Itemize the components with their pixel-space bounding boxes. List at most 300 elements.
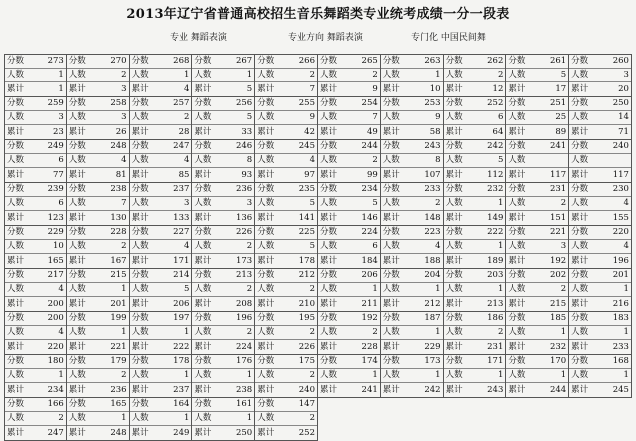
count-value: 3: [623, 69, 629, 80]
count-label: 人数: [68, 327, 86, 338]
count-value: 2: [58, 413, 64, 424]
count-value: 1: [623, 284, 629, 295]
count-value: 5: [497, 155, 504, 166]
cumulative-value: 10: [429, 83, 441, 94]
count-label: 人数: [445, 69, 463, 80]
score-row: [506, 97, 568, 111]
score-cell: [192, 269, 255, 312]
cumulative-row: [67, 82, 129, 96]
count-row: [67, 111, 129, 125]
count-row: [318, 283, 380, 297]
score-value: 262: [487, 56, 504, 67]
score-row: [569, 269, 631, 283]
score-value: 161: [235, 399, 253, 410]
cumulative-label: 累计: [319, 212, 337, 223]
count-value: 7: [372, 112, 378, 123]
score-label: 分数: [131, 313, 149, 324]
score-row: [506, 355, 568, 369]
score-cell: [192, 398, 255, 441]
cumulative-value: 212: [424, 298, 441, 309]
cumulative-row: [192, 340, 254, 354]
cumulative-label: 累计: [257, 384, 275, 395]
score-label: 分数: [319, 56, 337, 67]
score-label: 分数: [194, 141, 212, 152]
cumulative-row: [506, 297, 568, 311]
score-value: 237: [173, 184, 190, 195]
count-label: 人数: [131, 155, 149, 166]
cumulative-value: 107: [424, 169, 441, 180]
cumulative-value: 58: [429, 126, 441, 137]
score-row: [5, 226, 66, 240]
cumulative-value: 117: [549, 169, 567, 180]
score-cell: [4, 226, 67, 269]
count-value: 2: [372, 327, 378, 338]
cumulative-label: 累计: [508, 255, 526, 266]
score-value: 267: [235, 56, 253, 67]
count-row: [192, 111, 254, 125]
score-row: [255, 55, 317, 69]
score-row: [255, 97, 317, 111]
count-value: 9: [435, 112, 441, 123]
cumulative-row: [318, 168, 380, 182]
score-label: 分数: [257, 227, 275, 238]
count-label: 人数: [382, 155, 400, 166]
cumulative-label: 累计: [445, 169, 463, 180]
score-value: 268: [173, 56, 190, 67]
count-value: 2: [372, 69, 378, 80]
count-value: 4: [623, 241, 629, 252]
score-value: 199: [110, 313, 127, 324]
count-label: 人数: [382, 198, 400, 209]
score-value: 176: [235, 356, 253, 367]
count-row: [5, 326, 66, 340]
score-label: 分数: [445, 98, 463, 109]
score-cell: [130, 97, 193, 140]
score-cell: [444, 140, 507, 183]
score-value: 186: [487, 313, 504, 324]
score-row: [444, 183, 506, 197]
cumulative-label: 累计: [131, 427, 149, 438]
score-value: 202: [549, 270, 567, 281]
cumulative-label: 累计: [508, 341, 526, 352]
count-value: 3: [183, 198, 190, 209]
cumulative-row: [255, 82, 317, 96]
count-label: 人数: [508, 327, 526, 338]
cumulative-value: 1: [58, 83, 64, 94]
score-row: [255, 269, 317, 283]
score-row: [569, 355, 631, 369]
cumulative-label: 累计: [194, 169, 212, 180]
score-value: 214: [173, 270, 190, 281]
score-cell: [569, 355, 632, 398]
count-value: 1: [497, 198, 504, 209]
count-value: 5: [560, 69, 567, 80]
score-value: 197: [173, 313, 190, 324]
cumulative-row: [130, 254, 192, 268]
count-row: [569, 197, 631, 211]
count-row: [5, 412, 66, 426]
count-value: 1: [623, 327, 629, 338]
cumulative-label: 累计: [194, 427, 212, 438]
score-label: 分数: [319, 98, 337, 109]
cumulative-value: 200: [47, 298, 64, 309]
cumulative-value: 243: [487, 384, 504, 395]
score-row: [255, 355, 317, 369]
score-cell: [192, 140, 255, 183]
cumulative-value: 206: [173, 298, 190, 309]
count-row: [5, 369, 66, 383]
count-row: [381, 197, 443, 211]
score-row: [67, 312, 129, 326]
score-value: 261: [549, 56, 567, 67]
cumulative-label: 累计: [7, 83, 25, 94]
score-cell: [506, 54, 569, 97]
count-row: [318, 326, 380, 340]
cumulative-row: [381, 82, 443, 96]
score-cell: [506, 183, 569, 226]
count-value: 1: [435, 370, 441, 381]
count-row: [192, 69, 254, 83]
score-cell: [381, 269, 444, 312]
cumulative-label: 累计: [319, 255, 337, 266]
score-row: [5, 398, 66, 412]
score-cell: [255, 269, 318, 312]
cumulative-label: 累计: [131, 298, 149, 309]
score-row: [381, 97, 443, 111]
score-row: [381, 226, 443, 240]
score-row: [506, 312, 568, 326]
score-label: 分数: [131, 356, 149, 367]
cumulative-value: 149: [487, 212, 504, 223]
cumulative-value: 208: [235, 298, 253, 309]
cumulative-row: [381, 125, 443, 139]
cumulative-label: 累计: [571, 298, 589, 309]
score-row: [192, 398, 254, 412]
score-label: 分数: [194, 270, 212, 281]
score-value: 252: [487, 98, 504, 109]
cumulative-value: 221: [110, 341, 127, 352]
cumulative-label: 累计: [68, 126, 86, 137]
score-cell: [4, 97, 67, 140]
cumulative-row: [67, 211, 129, 225]
count-row: [67, 197, 129, 211]
count-value: 2: [246, 327, 253, 338]
count-row: [67, 369, 129, 383]
count-label: 人数: [7, 413, 25, 424]
count-label: 人数: [508, 241, 526, 252]
count-label: 人数: [131, 284, 149, 295]
score-cell: [569, 97, 632, 140]
score-label: 分数: [445, 227, 463, 238]
score-cell: [444, 355, 507, 398]
cumulative-row: [5, 340, 66, 354]
count-value: 2: [372, 155, 378, 166]
cumulative-label: 累计: [131, 126, 149, 137]
score-table: [4, 54, 632, 441]
score-row: [318, 226, 380, 240]
score-label: 分数: [571, 270, 589, 281]
cumulative-value: 20: [618, 83, 629, 94]
cumulative-row: [192, 168, 254, 182]
score-label: 分数: [445, 270, 463, 281]
cumulative-label: 累计: [131, 169, 149, 180]
cumulative-label: 累计: [382, 212, 400, 223]
score-value: 217: [47, 270, 64, 281]
cumulative-label: 累计: [571, 83, 589, 94]
count-label: 人数: [445, 198, 463, 209]
count-label: 人数: [257, 241, 275, 252]
cumulative-value: 236: [110, 384, 127, 395]
count-label: 人数: [571, 241, 589, 252]
score-cell: [569, 54, 632, 97]
score-label: 分数: [445, 356, 463, 367]
score-cell: [381, 54, 444, 97]
count-label: 人数: [319, 284, 337, 295]
score-value: 245: [298, 141, 315, 152]
count-label: 人数: [194, 198, 212, 209]
cumulative-row: [130, 297, 192, 311]
cumulative-value: 130: [110, 212, 127, 223]
score-label: 分数: [7, 270, 25, 281]
score-label: 分数: [131, 98, 149, 109]
count-label: 人数: [131, 370, 149, 381]
count-value: 4: [623, 198, 629, 209]
score-cell: [130, 226, 193, 269]
count-row: [318, 369, 380, 383]
score-cell: [318, 269, 381, 312]
score-value: 254: [361, 98, 378, 109]
cumulative-row: [444, 82, 506, 96]
cumulative-row: [192, 82, 254, 96]
cumulative-value: 189: [487, 255, 504, 266]
score-cell: [506, 355, 569, 398]
count-row: [5, 154, 66, 168]
score-label: 分数: [571, 227, 589, 238]
score-value: 240: [612, 141, 629, 152]
cumulative-label: 累计: [319, 298, 337, 309]
score-value: 249: [47, 141, 64, 152]
score-row: [130, 269, 192, 283]
score-row: [130, 355, 192, 369]
cumulative-row: [318, 125, 380, 139]
cumulative-value: 222: [173, 341, 190, 352]
count-row: [192, 283, 254, 297]
cumulative-label: 累计: [382, 126, 400, 137]
count-label: 人数: [571, 198, 589, 209]
score-label: 分数: [7, 56, 25, 67]
score-label: 分数: [68, 98, 86, 109]
score-value: 258: [110, 98, 127, 109]
count-label: 人数: [571, 284, 589, 295]
score-label: 分数: [571, 56, 589, 67]
cumulative-row: [192, 125, 254, 139]
cumulative-row: [5, 297, 66, 311]
count-value: 2: [560, 284, 567, 295]
score-value: 175: [298, 356, 315, 367]
count-row: [444, 326, 506, 340]
cumulative-label: 累计: [257, 427, 275, 438]
count-row: [506, 283, 568, 297]
score-label: 分数: [508, 98, 526, 109]
direction-label: 专业方向 舞蹈表演: [288, 33, 363, 43]
score-cell: [569, 226, 632, 269]
score-cell: [318, 54, 381, 97]
cumulative-value: 232: [549, 341, 567, 352]
score-row: [130, 55, 192, 69]
score-cell: [67, 54, 130, 97]
count-value: 1: [435, 284, 441, 295]
score-label: 分数: [382, 313, 400, 324]
count-label: 人数: [382, 241, 400, 252]
count-row: [5, 111, 66, 125]
cumulative-row: [130, 168, 192, 182]
score-cell: [192, 355, 255, 398]
cumulative-row: [506, 340, 568, 354]
score-cell: [318, 140, 381, 183]
score-row: [255, 140, 317, 154]
count-label: 人数: [194, 284, 212, 295]
score-cell: [255, 312, 318, 355]
score-value: 260: [612, 56, 629, 67]
cumulative-row: [130, 82, 192, 96]
count-value: 5: [183, 284, 190, 295]
cumulative-value: 12: [492, 83, 504, 94]
cumulative-row: [506, 211, 568, 225]
score-cell: [130, 312, 193, 355]
count-value: 3: [58, 112, 64, 123]
cumulative-row: [569, 168, 631, 182]
cumulative-row: [255, 340, 317, 354]
score-label: 分数: [508, 56, 526, 67]
score-label: 分数: [131, 56, 149, 67]
cumulative-row: [255, 426, 317, 440]
score-value: 180: [47, 356, 64, 367]
count-label: 人数: [7, 198, 25, 209]
score-value: 243: [424, 141, 441, 152]
count-row: [255, 326, 317, 340]
cumulative-value: 64: [492, 126, 504, 137]
cumulative-label: 累计: [7, 341, 25, 352]
cumulative-row: [192, 211, 254, 225]
score-label: 分数: [7, 184, 25, 195]
cumulative-value: 167: [110, 255, 127, 266]
count-row: [569, 240, 631, 254]
score-row: [67, 183, 129, 197]
count-label: 人数: [194, 327, 212, 338]
count-row: [569, 154, 631, 168]
score-label: 分数: [257, 399, 275, 410]
score-value: 263: [424, 56, 441, 67]
score-row: [381, 140, 443, 154]
count-row: [67, 240, 129, 254]
score-value: 220: [612, 227, 629, 238]
cumulative-value: 220: [47, 341, 64, 352]
score-cell: [192, 183, 255, 226]
count-row: [381, 326, 443, 340]
cumulative-row: [381, 383, 443, 397]
cumulative-row: [444, 383, 506, 397]
cumulative-value: 216: [612, 298, 629, 309]
cumulative-row: [569, 82, 631, 96]
count-label: 人数: [7, 69, 25, 80]
cumulative-value: 49: [366, 126, 378, 137]
count-value: 2: [309, 284, 315, 295]
count-row: [67, 412, 129, 426]
score-row: [381, 269, 443, 283]
score-label: 分数: [131, 399, 149, 410]
count-label: 人数: [508, 370, 526, 381]
score-cell: [569, 140, 632, 183]
score-cell: [444, 183, 507, 226]
cumulative-label: 累计: [445, 126, 463, 137]
cumulative-row: [130, 340, 192, 354]
count-value: 2: [121, 370, 127, 381]
cumulative-label: 累计: [7, 169, 25, 180]
count-label: 人数: [131, 69, 149, 80]
count-label: 人数: [257, 112, 275, 123]
score-row: [130, 140, 192, 154]
cumulative-label: 累计: [571, 384, 589, 395]
score-value: 265: [361, 56, 378, 67]
score-value: 225: [298, 227, 315, 238]
cumulative-label: 累计: [131, 83, 149, 94]
score-label: 分数: [131, 227, 149, 238]
count-label: 人数: [571, 69, 589, 80]
cumulative-value: 233: [612, 341, 629, 352]
score-row: [192, 355, 254, 369]
count-label: 人数: [445, 370, 463, 381]
count-label: 人数: [445, 284, 463, 295]
cumulative-value: 226: [298, 341, 315, 352]
score-row: [381, 183, 443, 197]
score-row: [569, 312, 631, 326]
score-row: [444, 269, 506, 283]
count-row: [130, 154, 192, 168]
score-cell: [67, 312, 130, 355]
score-value: 251: [549, 98, 567, 109]
score-label: 分数: [508, 227, 526, 238]
count-row: [130, 283, 192, 297]
count-value: 2: [309, 413, 315, 424]
cumulative-value: 93: [241, 169, 253, 180]
cumulative-label: 累计: [131, 212, 149, 223]
score-label: 分数: [7, 227, 25, 238]
count-row: [569, 326, 631, 340]
score-value: 185: [549, 313, 567, 324]
count-row: [130, 326, 192, 340]
count-value: 4: [183, 155, 190, 166]
cumulative-value: 213: [487, 298, 504, 309]
cumulative-value: 7: [309, 83, 315, 94]
cumulative-label: 累计: [508, 212, 526, 223]
cumulative-value: 146: [361, 212, 378, 223]
cumulative-value: 211: [361, 298, 378, 309]
cumulative-value: 231: [487, 341, 504, 352]
cumulative-row: [381, 254, 443, 268]
score-label: 分数: [382, 184, 400, 195]
count-row: [255, 111, 317, 125]
score-row: [569, 97, 631, 111]
score-label: 分数: [382, 141, 400, 152]
score-label: 分数: [257, 98, 275, 109]
count-label: 人数: [68, 69, 86, 80]
score-value: 228: [110, 227, 127, 238]
score-cell: [318, 226, 381, 269]
score-value: 187: [424, 313, 441, 324]
cumulative-row: [444, 125, 506, 139]
count-label: 人数: [194, 413, 212, 424]
score-cell: [318, 183, 381, 226]
